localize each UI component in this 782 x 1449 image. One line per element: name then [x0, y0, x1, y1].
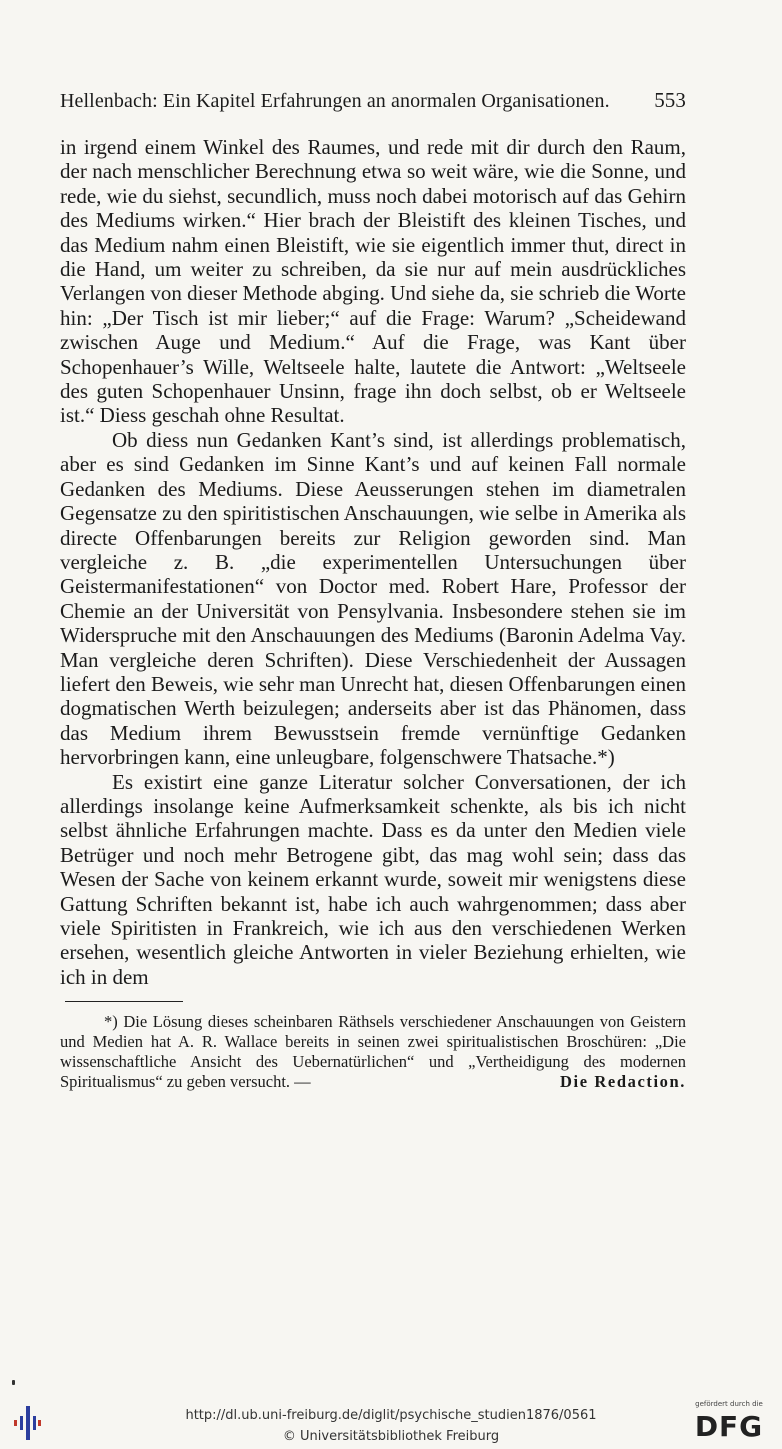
- paragraph-3: Es existirt eine ganze Literatur solcher Conversationen, der ich allerdings insolange keine Aufmerksamkeit schenkte, als bis ich nicht selbst ähnliche Erfahrungen machte. Dass es da unter den Medien viele Betrüger und noch mehr Betrogene gibt, das mag wohl sein; dass das Wesen der Sache von keinem erkannt wurde, soweit mir wenigstens diese Gattung Schriften bekannt ist, habe ich auch wahrgenommen; dass aber viele Spiritisten in Frankreich, wie ich aus den verschiedenen Werken ersehen, wesentlich gleiche Antworten in vieler Beziehung erhielten, wie ich in dem: [60, 769, 686, 989]
- page-number: 553: [654, 88, 686, 112]
- dfg-wordmark: DFG: [694, 1410, 764, 1443]
- body-text: [60, 135, 686, 989]
- footnote-text: *) Die Lösung dieses scheinbaren Räthsels verschiedener Anschauungen von Geistern und Medien hat A. R. Wallace bereits in seinen zwei spiritualistischen Broschüren: „Die wissenschaftliche Ansicht des Uebernatürlichen“ und „Vertheidigung des modernen Spiritualismus“ zu geben versucht. —: [60, 1012, 686, 1091]
- paragraph-1: in irgend einem Winkel des Raumes, und rede mit dir durch den Raum, der nach menschlicher Berechnung etwa so weit wäre, wie die Sonne, und rede, wie du siehst, secundlich, muss noch dabei motorisch auf das Gehirn des Mediums wirken.“ Hier brach der Bleistift des kleinen Tisches, und das Medium nahm einen Bleistift, wie sie eigentlich immer thut, direct in die Hand, um weiter zu schreiben, da sie nur auf mein ausdrückliches Verlangen von dieser Methode abging. Und siehe da, sie schrieb die Worte hin: „Der Tisch ist mir lieber;“ auf die Frage: Warum? „Scheidewand zwischen Auge und Medium.“ Auf die Frage, was Kant über Schopenhauer’s Wille, Weltseele halte, lautete die Antwort: „Weltseele des guten Schopenhauer Unsinn, frage ihn doch selbst, ob er Weltseele ist.“ Diess geschah ohne Resultat.: [60, 135, 686, 428]
- copyright-notice: © Universitätsbibliothek Freiburg: [282, 1429, 500, 1444]
- paragraph-2: Ob diess nun Gedanken Kant’s sind, ist allerdings problematisch, aber es sind Gedanken im Sinne Kant’s und auf keinen Fall normale Gedanken des Mediums. Diese Aeusserungen stehen im diametralen Gegensatze zu den spiritistischen Anschauungen, wie selbe in Amerika als directe Offenbarungen bereits zur Religion geworden sind. Man vergleiche z. B. „die experimentellen Untersuchungen über Geistermanifestationen“ von Doctor med. Robert Hare, Professor der Chemie an der Universität von Pensylvania. Insbesondere stehen sie im Widerspruche mit den Anschauungen des Mediums (Baronin Adelma Vay. Man vergleiche deren Schriften). Diese Verschiedenheit der Aussagen liefert den Beweis, wie sehr man Unrecht hat, diesen Offenbarungen einen dogmatischen Werth beizulegen; anderseits aber ist das Phänomen, dass das Medium ihrem Bewusstsein fremde vernünftige Gedanken hervorbringen kann, eine unleugbare, folgenschwere Thatsache.*): [60, 427, 686, 770]
- dfg-logo-icon: [688, 1400, 770, 1446]
- footnote-signature: Die Redaction.: [560, 1071, 686, 1091]
- page-footer: [0, 1398, 782, 1449]
- running-header: [60, 88, 686, 113]
- source-url[interactable]: http://dl.ub.uni-freiburg.de/diglit/psychische_studien1876/0561: [185, 1408, 597, 1423]
- dfg-caption: gefördert durch die: [695, 1400, 763, 1408]
- header-title: Hellenbach: Ein Kapitel Erfahrungen an anormalen Organisationen.: [60, 90, 610, 112]
- footnote: [60, 1012, 686, 1091]
- footnote-divider: [65, 1001, 183, 1002]
- document-page: [60, 88, 686, 1091]
- scan-speck: [12, 1380, 15, 1385]
